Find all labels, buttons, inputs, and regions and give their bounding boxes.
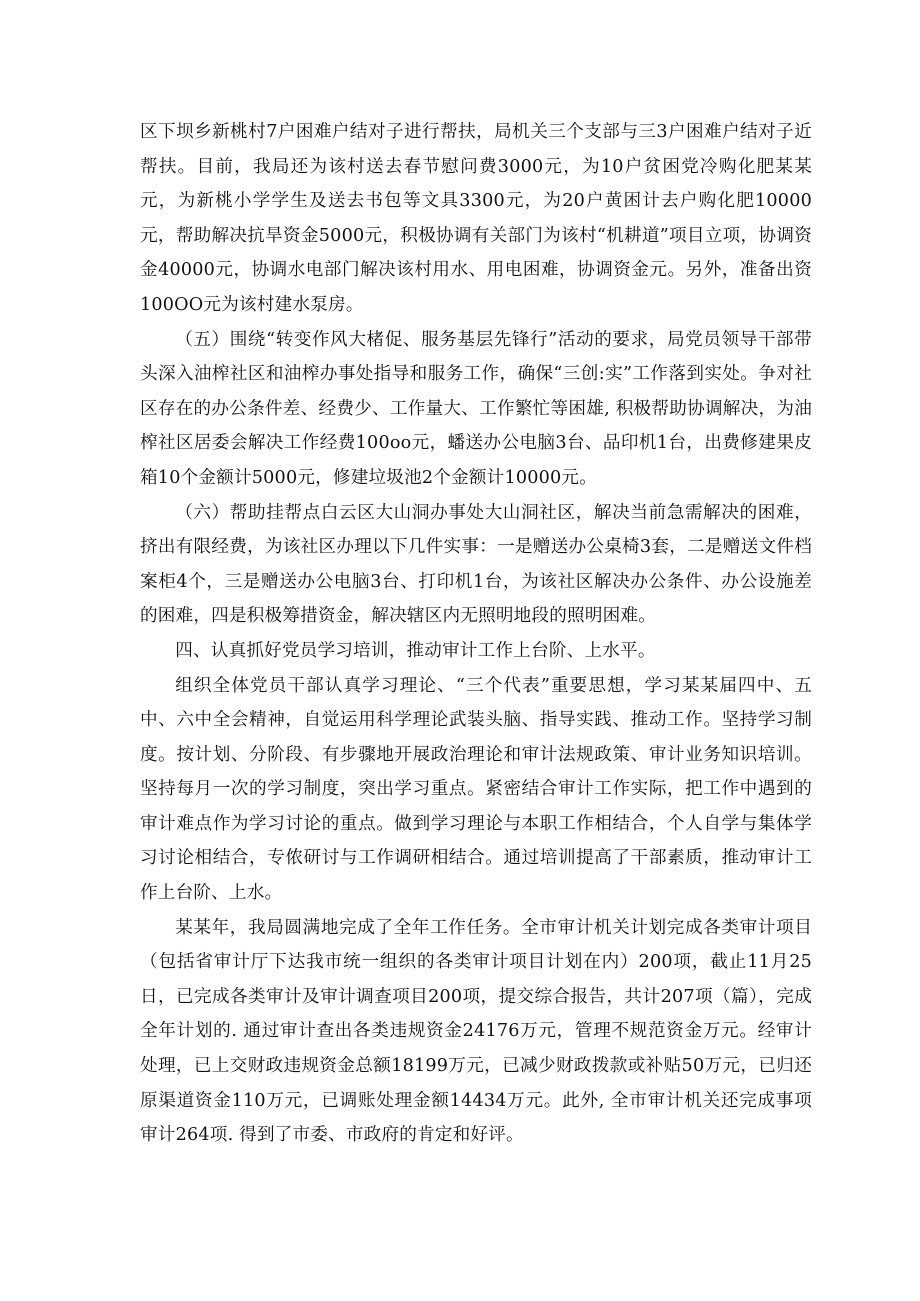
paragraph-section-five: （五）围绕“转变作风大楮促、服务基层先锋行”活动的要求，局党员领导干部带头深入油榨社区和油榨办事处指导和服务工作，确保“三创:实”工作落到实处。争对社区存在的办公条件差、经费少、工作量大、工作繁忙等困雄, 积极帮助协调解决，为油榨社区居委会解决工作经费100oo元，蟠送办公电脑3台、品印机1台，出费修建果皮箱10个金额计5000元，修建垃圾池2个金额计10000元。 (140, 329, 812, 488)
paragraph-continuation: 区下坝乡新桃村7户困难户结对子进行帮扶，局机关三个支部与三3户困难户结对子近帮扶。目前，我局还为该村送去春节慰问费3000元，为10户贫困党冷购化肥某某元，为新桃小学学生及送去书包等文具3300元，为20户黄困计去户购化肥10000元，帮助解决抗旱资金5000元，积极协调有关部门为该村“机耕道”项目立项，协调资金40000元，协调水电部门解决该村用水、用电困难，协调资金元。另外，准备出资100OO元为该村建水泵房。 (140, 122, 812, 315)
paragraph-study-training: 组织全体党员干部认真学习理论、“三个代表”重要思想，学习某某届四中、五中、六中全会精神，自觉运用科学理论武装头脑、指导实践、推动工作。坚持学习制度。按计划、分阶段、有步骤地开展政治理论和审计法规政策、审计业务知识培训。坚持每月一次的学习制度，突出学习重点。紧密结合审计工作实际，把工作中遇到的审计难点作为学习讨论的重点。做到学习理论与本职工作相结合，个人自学与集体学习讨论相结合，专侬研讨与工作调研相结合。通过培训提高了干部素质，推动审计工作上台阶、上水。 (140, 675, 812, 904)
paragraph-annual-summary: 某某年，我局圆满地完成了全年工作任务。全市审计机关计划完成各类审计项目（包括省审计厅下达我市统一组织的各类审计项目计划在内）200项，截止11月25日，已完成各类审计及审计调查项目200项，提交综合报告，共计207项（篇），完成全年计划的. 通过审计查出各类违规资金24176万元，管理不规范资金万元。经审计处理，已上交财政违规资金总额18199万元，已减少财政拨款或补贴50万元，已归还原渠道资金110万元，已调账处理金额14434万元。此外, 全市审计机关还完成事项审计264项. 得到了市委、市政府的肯定和好评。 (140, 917, 812, 1146)
paragraph-section-six: （六）帮助挂帮点白云区大山洞办事处大山洞社区，解决当前急需解决的困难，挤出有限经费，为该社区办理以下几件实事：一是赠送办公桌椅3套，二是赠送文件档案柜4个，三是赠送办公电脑3台、打印机1台，为该社区解决办公条件、办公设施差的困难，四是积极筹措资金，解决辖区内无照明地段的照明困难。 (140, 502, 812, 627)
section-heading-four: 四、认真抓好党员学习培训，推动审计工作上台阶、上水平。 (175, 640, 656, 661)
